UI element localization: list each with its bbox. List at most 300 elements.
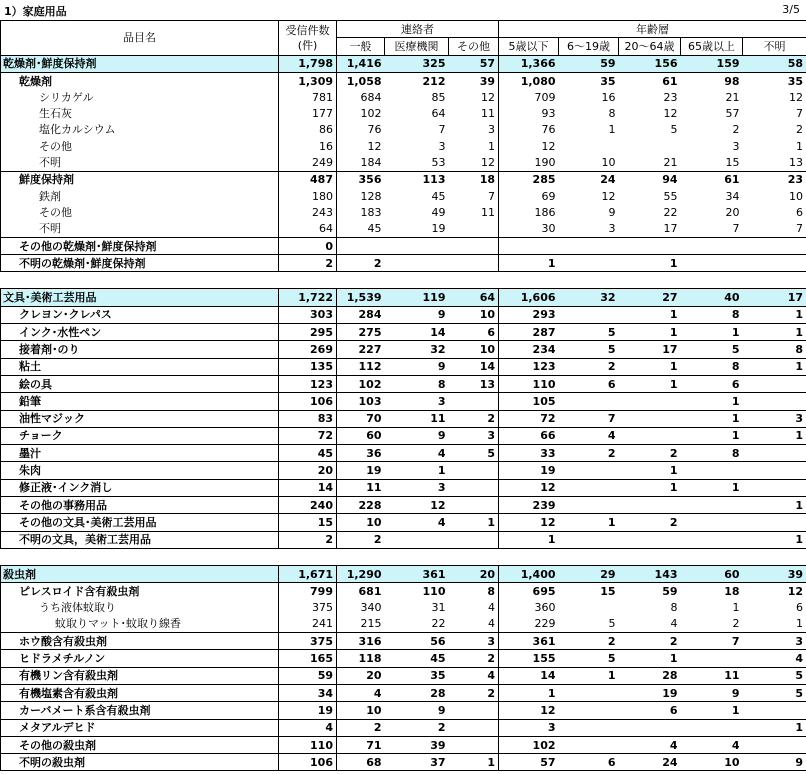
value-cell: 6 xyxy=(619,702,681,719)
value-cell: 287 xyxy=(499,324,559,341)
value-cell: 16 xyxy=(601,90,616,104)
table-row xyxy=(1,616,806,633)
value-cell: 1 xyxy=(449,754,499,771)
value-cell: 7 xyxy=(488,189,496,203)
row-label: 絵の具 xyxy=(1,375,279,392)
value-cell: 72 xyxy=(279,427,337,444)
value-cell: 243 xyxy=(279,204,337,220)
value-cell: 8 xyxy=(670,601,678,615)
value-cell: 59 xyxy=(619,583,681,600)
row-label: ホウ酸含有殺虫剤 xyxy=(1,633,279,650)
value-cell: 2 xyxy=(743,122,806,138)
value-cell: 8 xyxy=(681,358,743,375)
value-cell: 35 xyxy=(559,72,619,89)
value-cell: 2 xyxy=(337,531,385,548)
value-cell xyxy=(449,237,499,254)
value-cell: 6 xyxy=(743,204,806,220)
col-age-20-64: 20～64歳 xyxy=(619,38,681,55)
value-cell: 70 xyxy=(337,410,385,427)
row-label: チョーク xyxy=(1,427,279,444)
table-row xyxy=(1,565,806,582)
value-cell: 110 xyxy=(279,736,337,753)
value-cell: 53 xyxy=(431,156,446,170)
table-row xyxy=(1,719,806,736)
value-cell: 2 xyxy=(279,531,337,548)
value-cell xyxy=(499,237,559,254)
value-cell: 61 xyxy=(619,72,681,89)
value-cell: 229 xyxy=(499,616,559,633)
value-cell: 110 xyxy=(499,375,559,392)
table-row xyxy=(1,531,806,548)
value-cell: 2 xyxy=(449,684,499,701)
row-label: 生石灰 xyxy=(1,105,279,121)
value-cell: 340 xyxy=(337,600,385,616)
table-row xyxy=(1,462,806,479)
value-cell: 4 xyxy=(743,650,806,667)
value-cell xyxy=(559,719,619,736)
table-row xyxy=(1,393,806,410)
value-cell: 2 xyxy=(619,633,681,650)
value-cell xyxy=(619,427,681,444)
spacer-cell xyxy=(1,548,806,565)
value-cell: 1 xyxy=(619,306,681,323)
table-row xyxy=(1,221,806,238)
col-age-group: 年齢層 xyxy=(499,21,806,38)
value-cell: 1 xyxy=(619,479,681,496)
value-cell: 20 xyxy=(449,565,499,582)
value-cell xyxy=(449,479,499,496)
statistics-table xyxy=(0,20,806,771)
value-cell: 7 xyxy=(743,221,806,238)
row-label: 朱肉 xyxy=(1,462,279,479)
table-row xyxy=(1,754,806,771)
value-cell xyxy=(559,684,619,701)
value-cell: 21 xyxy=(725,90,740,104)
value-cell: 325 xyxy=(385,55,449,72)
value-cell: 2 xyxy=(337,719,385,736)
value-cell: 1 xyxy=(743,497,806,514)
value-cell: 177 xyxy=(279,105,337,121)
col-age-6-19: 6～19歳 xyxy=(559,38,619,55)
value-cell: 1,606 xyxy=(499,289,559,306)
value-cell: 19 xyxy=(619,684,681,701)
table-row xyxy=(1,138,806,154)
value-cell: 1 xyxy=(681,410,743,427)
value-cell: 1 xyxy=(743,306,806,323)
table-row xyxy=(1,650,806,667)
col-contact-medical: 医療機関 xyxy=(385,38,449,55)
table-row xyxy=(1,514,806,531)
value-cell: 9 xyxy=(385,358,449,375)
value-cell xyxy=(619,393,681,410)
value-cell xyxy=(337,237,385,254)
table-row xyxy=(1,105,806,121)
table-row xyxy=(1,600,806,616)
value-cell: 5 xyxy=(743,667,806,684)
value-cell: 22 xyxy=(431,617,446,631)
value-cell: 227 xyxy=(337,341,385,358)
value-cell: 20 xyxy=(337,667,385,684)
value-cell: 709 xyxy=(499,89,559,105)
row-label: 有機リン含有殺虫剤 xyxy=(1,667,279,684)
value-cell: 11 xyxy=(385,410,449,427)
value-cell: 360 xyxy=(499,600,559,616)
value-cell: 361 xyxy=(499,633,559,650)
value-cell: 1 xyxy=(385,462,449,479)
value-cell: 3 xyxy=(385,393,449,410)
value-cell: 10 xyxy=(449,341,499,358)
value-cell: 12 xyxy=(481,90,496,104)
value-cell: 240 xyxy=(279,497,337,514)
value-cell: 1 xyxy=(608,123,616,137)
row-label: 蚊取りマット･蚊取り線香 xyxy=(1,616,279,633)
row-label: ピレスロイド含有殺虫剤 xyxy=(1,583,279,600)
table-row xyxy=(1,171,806,188)
value-cell: 8 xyxy=(385,375,449,392)
value-cell: 186 xyxy=(499,204,559,220)
value-cell: 143 xyxy=(619,565,681,582)
value-cell: 781 xyxy=(279,89,337,105)
table-row xyxy=(1,324,806,341)
value-cell: 58 xyxy=(743,55,806,72)
value-cell: 159 xyxy=(681,55,743,72)
value-cell: 3 xyxy=(499,719,559,736)
value-cell: 7 xyxy=(743,105,806,121)
value-cell: 40 xyxy=(681,289,743,306)
value-cell: 32 xyxy=(559,289,619,306)
value-cell: 1 xyxy=(732,601,740,615)
value-cell xyxy=(559,497,619,514)
value-cell: 487 xyxy=(279,171,337,188)
table-row xyxy=(1,72,806,89)
value-cell: 4 xyxy=(385,445,449,462)
value-cell: 2 xyxy=(559,358,619,375)
col-age-under5: 5歳以下 xyxy=(499,38,559,55)
value-cell: 2 xyxy=(559,633,619,650)
value-cell: 4 xyxy=(559,427,619,444)
value-cell: 21 xyxy=(663,156,678,170)
value-cell: 8 xyxy=(743,341,806,358)
value-cell: 103 xyxy=(337,393,385,410)
value-cell: 6 xyxy=(743,600,806,616)
value-cell: 45 xyxy=(337,221,385,238)
row-label: 乾燥剤 xyxy=(1,72,279,89)
value-cell: 6 xyxy=(559,754,619,771)
value-cell: 20 xyxy=(725,205,740,219)
value-cell: 190 xyxy=(499,154,559,171)
value-cell: 10 xyxy=(681,754,743,771)
value-cell xyxy=(619,531,681,548)
table-row xyxy=(1,255,806,272)
row-label: 不明の文具，美術工芸用品 xyxy=(1,531,279,548)
value-cell: 5 xyxy=(559,341,619,358)
value-cell xyxy=(681,255,743,272)
value-cell: 12 xyxy=(499,479,559,496)
value-cell: 10 xyxy=(337,702,385,719)
row-label: 鉄剤 xyxy=(1,188,279,204)
value-cell: 123 xyxy=(499,358,559,375)
value-cell: 60 xyxy=(337,427,385,444)
row-label: 塩化カルシウム xyxy=(1,122,279,138)
value-cell: 24 xyxy=(619,754,681,771)
value-cell: 4 xyxy=(279,719,337,736)
value-cell: 11 xyxy=(681,667,743,684)
value-cell: 239 xyxy=(499,497,559,514)
value-cell: 316 xyxy=(337,633,385,650)
row-label: 粘土 xyxy=(1,358,279,375)
value-cell: 30 xyxy=(499,221,559,238)
value-cell xyxy=(559,393,619,410)
value-cell: 59 xyxy=(279,667,337,684)
value-cell: 17 xyxy=(619,341,681,358)
value-cell xyxy=(449,736,499,753)
value-cell: 19 xyxy=(279,702,337,719)
value-cell: 9 xyxy=(743,754,806,771)
table-row xyxy=(1,289,806,306)
col-count-line2: (件) xyxy=(297,38,318,52)
value-cell: 284 xyxy=(337,306,385,323)
value-cell: 64 xyxy=(449,289,499,306)
value-cell: 11 xyxy=(481,107,496,121)
value-cell: 56 xyxy=(385,633,449,650)
value-cell: 45 xyxy=(385,650,449,667)
row-label: 墨汁 xyxy=(1,445,279,462)
row-label: 有機塩素含有殺虫剤 xyxy=(1,684,279,701)
value-cell: 1 xyxy=(743,531,806,548)
value-cell: 375 xyxy=(279,600,337,616)
value-cell: 9 xyxy=(608,205,616,219)
value-cell: 49 xyxy=(431,205,446,219)
value-cell: 55 xyxy=(663,189,678,203)
value-cell xyxy=(619,410,681,427)
value-cell xyxy=(743,237,806,254)
value-cell xyxy=(743,479,806,496)
value-cell: 29 xyxy=(559,565,619,582)
table-row xyxy=(1,633,806,650)
value-cell: 1,671 xyxy=(279,565,337,582)
value-cell: 681 xyxy=(337,583,385,600)
col-age-65plus: 65歳以上 xyxy=(681,38,743,55)
value-cell: 1 xyxy=(681,479,743,496)
value-cell: 12 xyxy=(385,497,449,514)
value-cell: 2 xyxy=(619,514,681,531)
value-cell: 113 xyxy=(385,171,449,188)
value-cell: 18 xyxy=(449,171,499,188)
value-cell xyxy=(559,736,619,753)
value-cell: 295 xyxy=(279,324,337,341)
value-cell: 1,416 xyxy=(337,55,385,72)
header-row-1 xyxy=(1,21,806,38)
value-cell xyxy=(449,531,499,548)
table-row xyxy=(1,583,806,600)
value-cell: 9 xyxy=(681,684,743,701)
value-cell: 1 xyxy=(499,255,559,272)
table-row xyxy=(1,358,806,375)
value-cell: 7 xyxy=(681,633,743,650)
value-cell: 19 xyxy=(499,462,559,479)
value-cell: 1 xyxy=(499,531,559,548)
row-label: 不明 xyxy=(1,221,279,238)
table-row xyxy=(1,427,806,444)
value-cell: 12 xyxy=(499,514,559,531)
row-label: その他の文具･美術工芸用品 xyxy=(1,514,279,531)
table-row xyxy=(1,684,806,701)
value-cell: 6 xyxy=(681,375,743,392)
value-cell: 86 xyxy=(279,122,337,138)
value-cell: 57 xyxy=(725,107,740,121)
value-cell: 15 xyxy=(279,514,337,531)
value-cell: 85 xyxy=(431,90,446,104)
value-cell xyxy=(559,462,619,479)
value-cell: 8 xyxy=(681,306,743,323)
value-cell: 212 xyxy=(385,72,449,89)
value-cell: 1 xyxy=(619,462,681,479)
value-cell xyxy=(449,702,499,719)
value-cell: 98 xyxy=(681,72,743,89)
value-cell: 3 xyxy=(608,222,616,236)
value-cell: 269 xyxy=(279,341,337,358)
table-row xyxy=(1,154,806,171)
row-label: ヒドラメチルノン xyxy=(1,650,279,667)
value-cell: 1,400 xyxy=(499,565,559,582)
spacer-cell xyxy=(1,272,806,289)
value-cell: 12 xyxy=(601,189,616,203)
value-cell: 34 xyxy=(725,189,740,203)
value-cell: 102 xyxy=(499,736,559,753)
row-label: カーバメート系含有殺虫剤 xyxy=(1,702,279,719)
table-row xyxy=(1,306,806,323)
row-label: 修正液･インク消し xyxy=(1,479,279,496)
value-cell: 64 xyxy=(279,221,337,238)
value-cell: 1 xyxy=(619,255,681,272)
col-count xyxy=(279,21,337,56)
value-cell: 8 xyxy=(608,107,616,121)
value-cell: 15 xyxy=(725,156,740,170)
value-cell xyxy=(559,531,619,548)
value-cell: 3 xyxy=(488,123,496,137)
report-header xyxy=(0,0,806,20)
value-cell: 7 xyxy=(559,410,619,427)
row-label: シリカゲル xyxy=(1,89,279,105)
col-contact-group: 連絡者 xyxy=(337,21,499,38)
value-cell xyxy=(619,719,681,736)
value-cell: 57 xyxy=(449,55,499,72)
value-cell: 35 xyxy=(743,72,806,89)
value-cell: 27 xyxy=(619,289,681,306)
value-cell: 105 xyxy=(499,393,559,410)
value-cell: 3 xyxy=(732,139,740,153)
row-label: 鉛筆 xyxy=(1,393,279,410)
value-cell xyxy=(559,237,619,254)
value-cell: 2 xyxy=(732,617,740,631)
value-cell: 10 xyxy=(743,188,806,204)
value-cell: 9 xyxy=(385,427,449,444)
value-cell: 71 xyxy=(337,736,385,753)
value-cell: 33 xyxy=(499,445,559,462)
value-cell: 1,309 xyxy=(279,72,337,89)
value-cell: 3 xyxy=(385,479,449,496)
value-cell: 303 xyxy=(279,306,337,323)
table-row xyxy=(1,497,806,514)
value-cell: 5 xyxy=(608,617,616,631)
value-cell: 228 xyxy=(337,497,385,514)
value-cell: 4 xyxy=(337,684,385,701)
value-cell: 2 xyxy=(559,445,619,462)
table-row xyxy=(1,479,806,496)
row-label: 文具･美術工芸用品 xyxy=(1,289,279,306)
col-count-line1: 受信件数 xyxy=(285,23,330,37)
value-cell: 1 xyxy=(743,616,806,633)
value-cell xyxy=(449,255,499,272)
value-cell: 1 xyxy=(449,514,499,531)
value-cell: 11 xyxy=(481,205,496,219)
value-cell: 156 xyxy=(619,55,681,72)
value-cell: 20 xyxy=(279,462,337,479)
value-cell: 76 xyxy=(337,122,385,138)
value-cell: 2 xyxy=(337,255,385,272)
row-label: 不明の殺虫剤 xyxy=(1,754,279,771)
value-cell: 5 xyxy=(743,684,806,701)
row-label: その他の殺虫剤 xyxy=(1,736,279,753)
value-cell xyxy=(449,221,499,238)
value-cell: 19 xyxy=(431,222,446,236)
value-cell: 234 xyxy=(499,341,559,358)
value-cell: 249 xyxy=(279,154,337,171)
value-cell xyxy=(449,462,499,479)
value-cell: 118 xyxy=(337,650,385,667)
value-cell: 1 xyxy=(559,514,619,531)
value-cell: 2 xyxy=(732,123,740,137)
table-row xyxy=(1,89,806,105)
value-cell: 9 xyxy=(385,306,449,323)
value-cell: 128 xyxy=(337,188,385,204)
value-cell: 14 xyxy=(449,358,499,375)
value-cell: 10 xyxy=(601,156,616,170)
value-cell xyxy=(619,497,681,514)
value-cell: 183 xyxy=(337,204,385,220)
value-cell: 35 xyxy=(385,667,449,684)
row-label: インク･水性ペン xyxy=(1,324,279,341)
value-cell: 23 xyxy=(743,171,806,188)
value-cell: 94 xyxy=(619,171,681,188)
value-cell: 59 xyxy=(559,55,619,72)
value-cell: 110 xyxy=(385,583,449,600)
value-cell: 39 xyxy=(449,72,499,89)
value-cell xyxy=(681,719,743,736)
value-cell: 17 xyxy=(663,222,678,236)
table-row xyxy=(1,410,806,427)
value-cell: 13 xyxy=(743,154,806,171)
value-cell: 37 xyxy=(385,754,449,771)
value-cell: 1 xyxy=(743,324,806,341)
spacer-row xyxy=(1,272,806,289)
table-row xyxy=(1,55,806,72)
value-cell: 32 xyxy=(385,341,449,358)
value-cell: 1,798 xyxy=(279,55,337,72)
value-cell: 106 xyxy=(279,754,337,771)
value-cell xyxy=(559,702,619,719)
value-cell: 184 xyxy=(337,154,385,171)
value-cell: 4 xyxy=(670,617,678,631)
value-cell: 7 xyxy=(438,123,446,137)
value-cell: 361 xyxy=(385,565,449,582)
value-cell: 1 xyxy=(681,324,743,341)
value-cell: 1 xyxy=(619,375,681,392)
value-cell: 119 xyxy=(385,289,449,306)
value-cell: 8 xyxy=(449,583,499,600)
value-cell: 1 xyxy=(743,358,806,375)
value-cell: 66 xyxy=(499,427,559,444)
